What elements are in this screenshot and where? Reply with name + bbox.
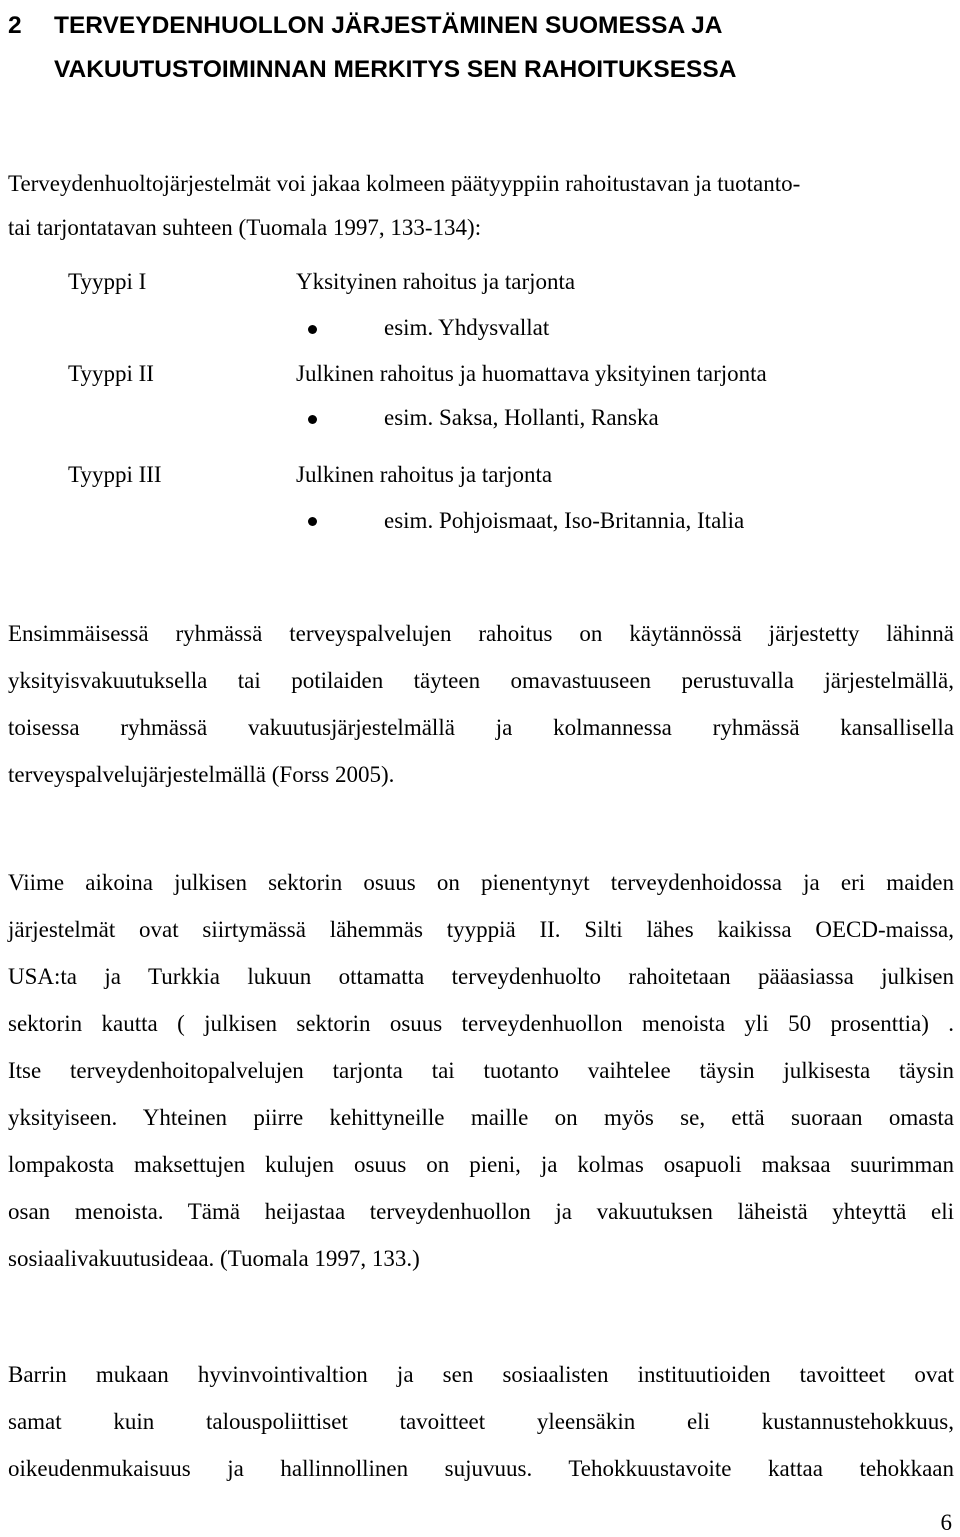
chapter-number: 2 <box>8 12 22 39</box>
type-example: esim. Yhdysvallat <box>384 315 550 340</box>
type-label: Tyyppi II <box>68 361 154 386</box>
type-description: Julkinen rahoitus ja tarjonta <box>296 462 553 487</box>
type-example: esim. Saksa, Hollanti, Ranska <box>384 405 659 430</box>
paragraph-line: oikeudenmukaisuus ja hallinnollinen sujuvuus. Tehokkuustavoite kattaa tehokkaan <box>8 1456 954 1481</box>
type-label: Tyyppi I <box>68 269 147 294</box>
chapter-title-line-1: TERVEYDENHUOLLON JÄRJESTÄMINEN SUOMESSA JA <box>54 12 723 39</box>
paragraph-line: Barrin mukaan hyvinvointivaltion ja sen sosiaalisten instituutioiden tavoitteet ovat <box>8 1362 954 1387</box>
paragraph-line: järjestelmät ovat siirtymässä lähemmäs tyyppiä II. Silti lähes kaikissa OECD-maissa, <box>8 917 954 942</box>
body-paragraph-1 <box>8 610 954 798</box>
body-paragraph-3 <box>8 1351 954 1492</box>
bullet-icon <box>308 415 317 424</box>
chapter-title-line-2: VAKUUTUSTOIMINNAN MERKITYS SEN RAHOITUKSESSA <box>54 56 737 83</box>
paragraph-line: terveyspalvelujärjestelmällä (Forss 2005). <box>8 762 395 787</box>
paragraph-line: lompakosta maksettujen kulujen osuus on pieni, ja kolmas osapuoli maksaa suurimman <box>8 1152 954 1177</box>
paragraph-line: samat kuin talouspoliittiset tavoitteet yleensäkin eli kustannustehokkuus, <box>8 1409 954 1434</box>
bullet-icon <box>308 517 317 526</box>
intro-line: Terveydenhuoltojärjestelmät voi jakaa kolmeen päätyyppiin rahoitustavan ja tuotanto- <box>8 171 801 196</box>
paragraph-line: toisessa ryhmässä vakuutusjärjestelmällä ja kolmannessa ryhmässä kansallisella <box>8 715 954 740</box>
type-example: esim. Pohjoismaat, Iso-Britannia, Italia <box>384 508 745 533</box>
paragraph-line: Ensimmäisessä ryhmässä terveyspalvelujen rahoitus on käytännössä järjestetty lähinnä <box>8 621 954 646</box>
intro-line: tai tarjontatavan suhteen (Tuomala 1997, 133-134): <box>8 215 482 240</box>
paragraph-line: Viime aikoina julkisen sektorin osuus on pienentynyt terveydenhoidossa ja eri maiden <box>8 870 954 895</box>
bullet-icon <box>308 325 317 334</box>
paragraph-line: yksityisvakuutuksella tai potilaiden täyteen omavastuuseen perustuvalla järjestelmällä, <box>8 668 954 693</box>
body-paragraph-2 <box>8 859 954 1282</box>
paragraph-line: sosiaalivakuutusideaa. (Tuomala 1997, 133.) <box>8 1246 420 1271</box>
health-system-types-list <box>0 0 960 560</box>
paragraph-line: Itse terveydenhoitopalvelujen tarjonta tai tuotanto vaihtelee täysin julkisesta täysin <box>8 1058 954 1083</box>
paragraph-line: USA:ta ja Turkkia lukuun ottamatta terveydenhuolto rahoitetaan pääasiassa julkisen <box>8 964 954 989</box>
type-description: Julkinen rahoitus ja huomattava yksityinen tarjonta <box>296 361 767 386</box>
paragraph-line: yksityiseen. Yhteinen piirre kehittyneille maille on myös se, että suoraan omasta <box>8 1105 954 1130</box>
paragraph-line: osan menoista. Tämä heijastaa terveydenhuollon ja vakuutuksen läheistä yhteyttä eli <box>8 1199 954 1224</box>
paragraph-line: sektorin kautta ( julkisen sektorin osuus terveydenhuollon menoista yli 50 prosenttia) . <box>8 1011 954 1036</box>
type-description: Yksityinen rahoitus ja tarjonta <box>296 269 576 294</box>
page-number: 6 <box>940 1510 952 1535</box>
type-label: Tyyppi III <box>68 462 162 487</box>
